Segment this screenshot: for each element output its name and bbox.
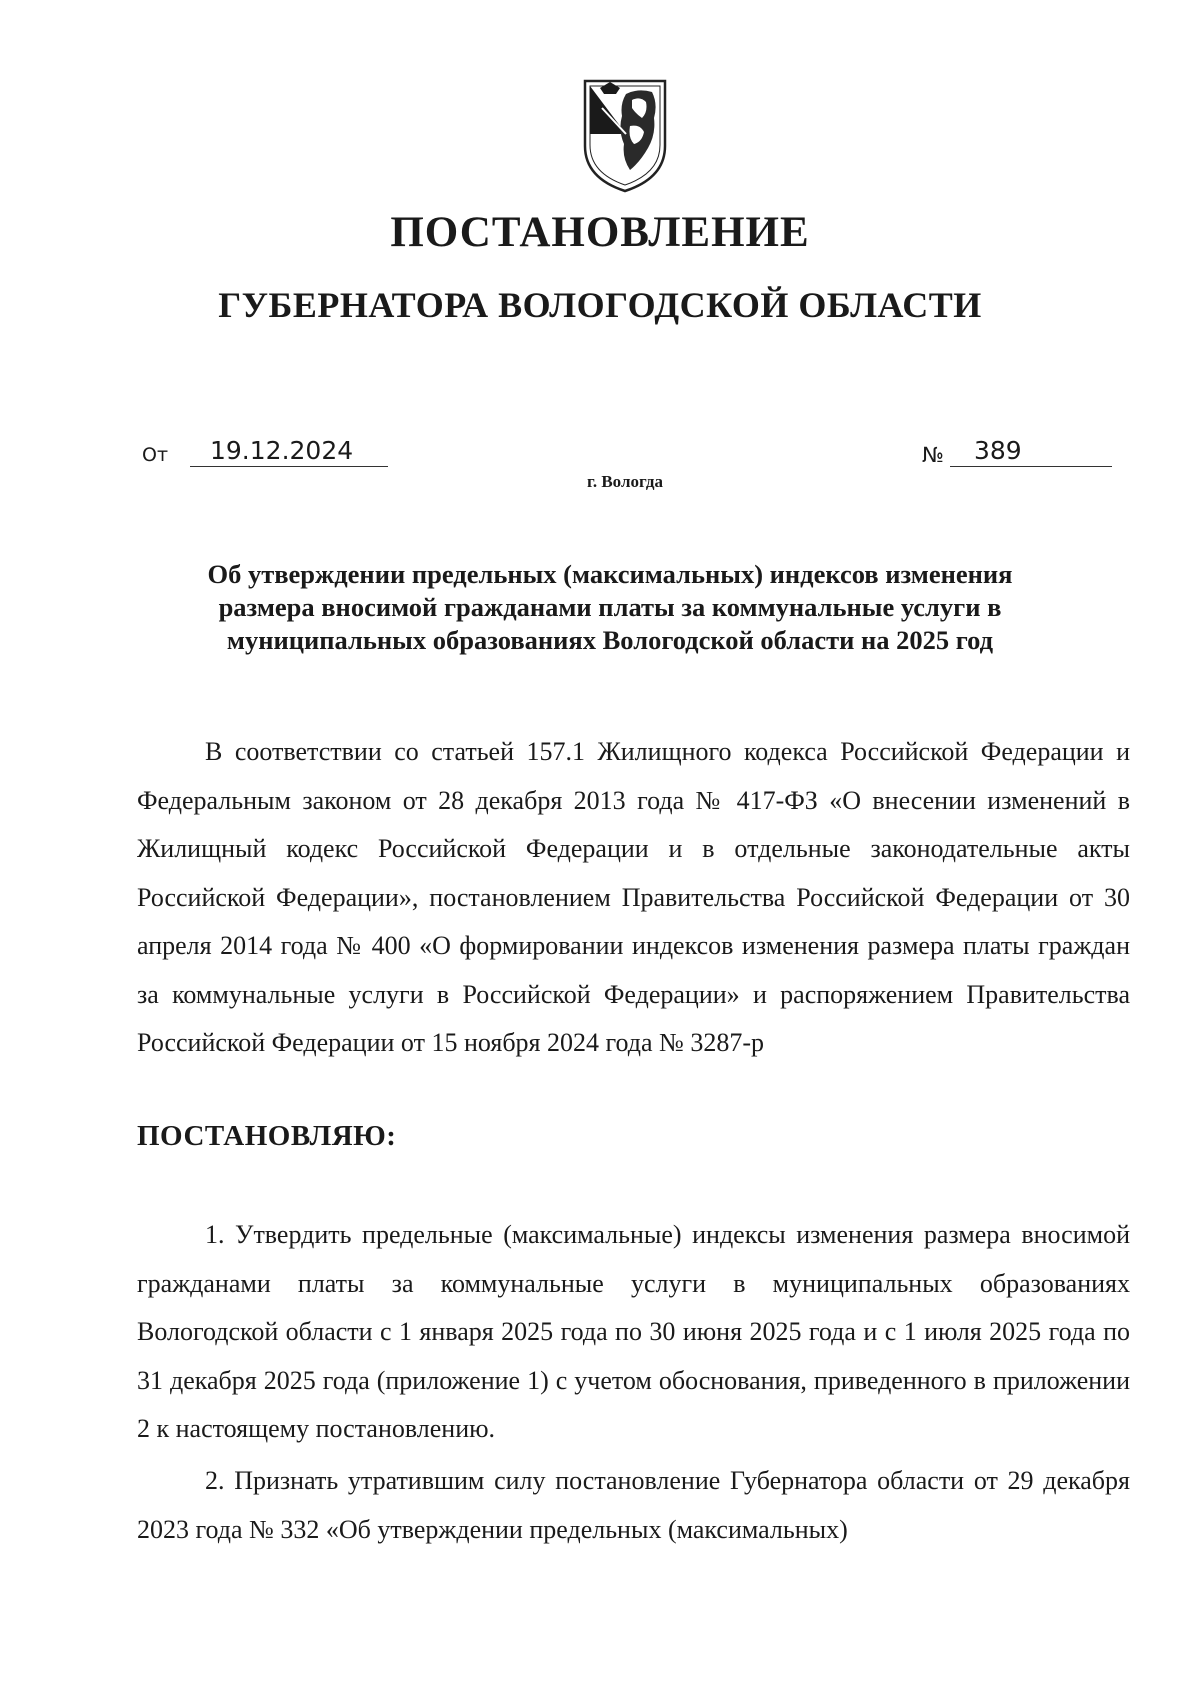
document-title: ПОСТАНОВЛЕНИЕ	[390, 209, 810, 256]
city-name: г. Вологда	[587, 472, 663, 491]
clause-2: 2. Признать утратившим силу постановление Губернатора области от 29 декабря 2023 года № 332 «Об утверждении предельных (максимальных)	[137, 1466, 1130, 1544]
document-date: 19.12.2024	[190, 436, 388, 467]
clause-1: 1. Утвердить предельные (максимальные) индексы изменения размера вносимой гражданами платы за коммунальные услуги в муниципальных образованиях Вологодской области с 1 января 2025 года по 30 июня 2025 года и с 1 июля 2025 года по 31 декабря 2025 года (приложение 1) с учетом обоснования, приведенного в приложении 2 к настоящему постановлению.	[137, 1220, 1130, 1443]
document-subject: Об утверждении предельных (максимальных) индексов изменения размера вносимой гражданами платы за коммунальные услуги в муниципальных образованиях Вологодской области на 2025 год	[207, 559, 1013, 655]
decree-word: ПОСТАНОВЛЯЮ:	[137, 1120, 397, 1152]
from-label: От	[142, 444, 169, 466]
number-label: №	[922, 443, 944, 467]
document-issuer: ГУБЕРНАТОРА ВОЛОГОДСКОЙ ОБЛАСТИ	[218, 285, 982, 325]
document-number: 389	[950, 436, 1112, 467]
preamble-paragraph: В соответствии со статьей 157.1 Жилищного кодекса Российской Федерации и Федеральным законом от 28 декабря 2013 года № 417-ФЗ «О внесении изменений в Жилищный кодекс Российской Федерации и в отдельные законодательные акты Российской Федерации», постановлением Правительства Российской Федерации от 30 апреля 2014 года № 400 «О формировании индексов изменения размера платы граждан за коммунальные услуги в Российской Федерации» и распоряжением Правительства Российской Федерации от 15 ноября 2024 года № 3287-р	[137, 737, 1130, 1057]
vologda-coat-of-arms-icon	[582, 78, 668, 194]
date-number-row	[0, 436, 1200, 476]
